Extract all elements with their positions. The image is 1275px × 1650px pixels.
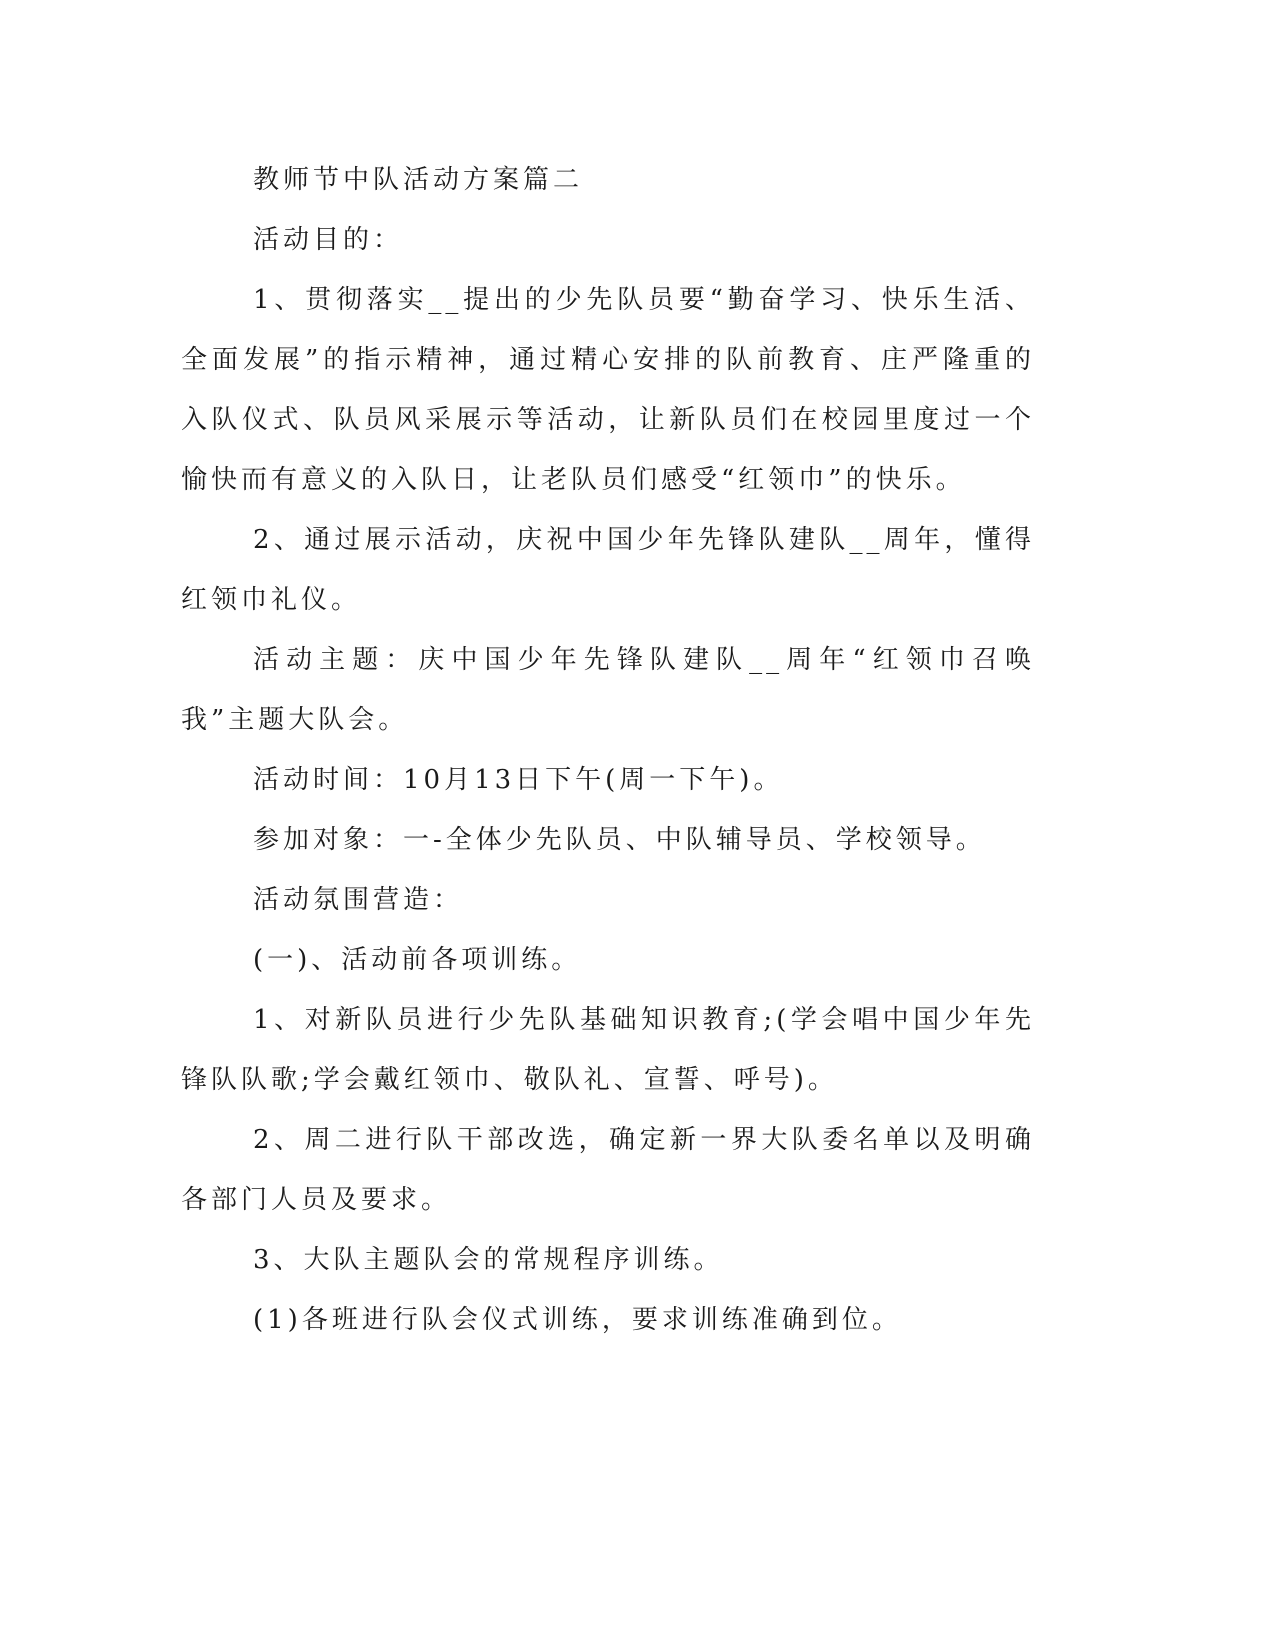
- paragraph-training-item-3: 3、大队主题队会的常规程序训练。: [253, 1245, 724, 1275]
- document-title: 教师节中队活动方案篇二: [253, 165, 584, 195]
- paragraph-activity-theme: 活动主题：庆中国少年先锋队建队__周年“红领巾召唤我”主题大队会。: [181, 645, 1035, 735]
- paragraph-participants: 参加对象：一-全体少先队员、中队辅导员、学校领导。: [253, 825, 986, 855]
- paragraph-activity-time: 活动时间：10月13日下午(周一下午)。: [253, 765, 784, 795]
- paragraph-purpose-item-1: 1、贯彻落实__提出的少先队员要“勤奋学习、快乐生活、全面发展”的指示精神，通过精心安排的队前教育、庄严隆重的入队仪式、队员风采展示等活动，让新队员们在校园里度过一个愉快而有意义的入队日，让老队员们感受“红领巾”的快乐。: [181, 285, 1035, 495]
- paragraph-training-sub-item-1: (1)各班进行队会仪式训练，要求训练准确到位。: [253, 1305, 902, 1335]
- paragraph-training-item-1: 1、对新队员进行少先队基础知识教育;(学会唱中国少年先锋队队歌;学会戴红领巾、敬队礼、宣誓、呼号)。: [181, 1005, 1035, 1095]
- document-body: [181, 150, 1035, 1350]
- paragraph-training-item-2: 2、周二进行队干部改选，确定新一界大队委名单以及明确各部门人员及要求。: [181, 1125, 1035, 1215]
- paragraph-section-one: (一)、活动前各项训练。: [253, 945, 582, 975]
- paragraph-purpose-item-2: 2、通过展示活动，庆祝中国少年先锋队建队__周年，懂得红领巾礼仪。: [181, 525, 1035, 615]
- paragraph-atmosphere-heading: 活动氛围营造：: [253, 885, 464, 915]
- paragraph-activity-purpose-heading: 活动目的：: [253, 225, 404, 255]
